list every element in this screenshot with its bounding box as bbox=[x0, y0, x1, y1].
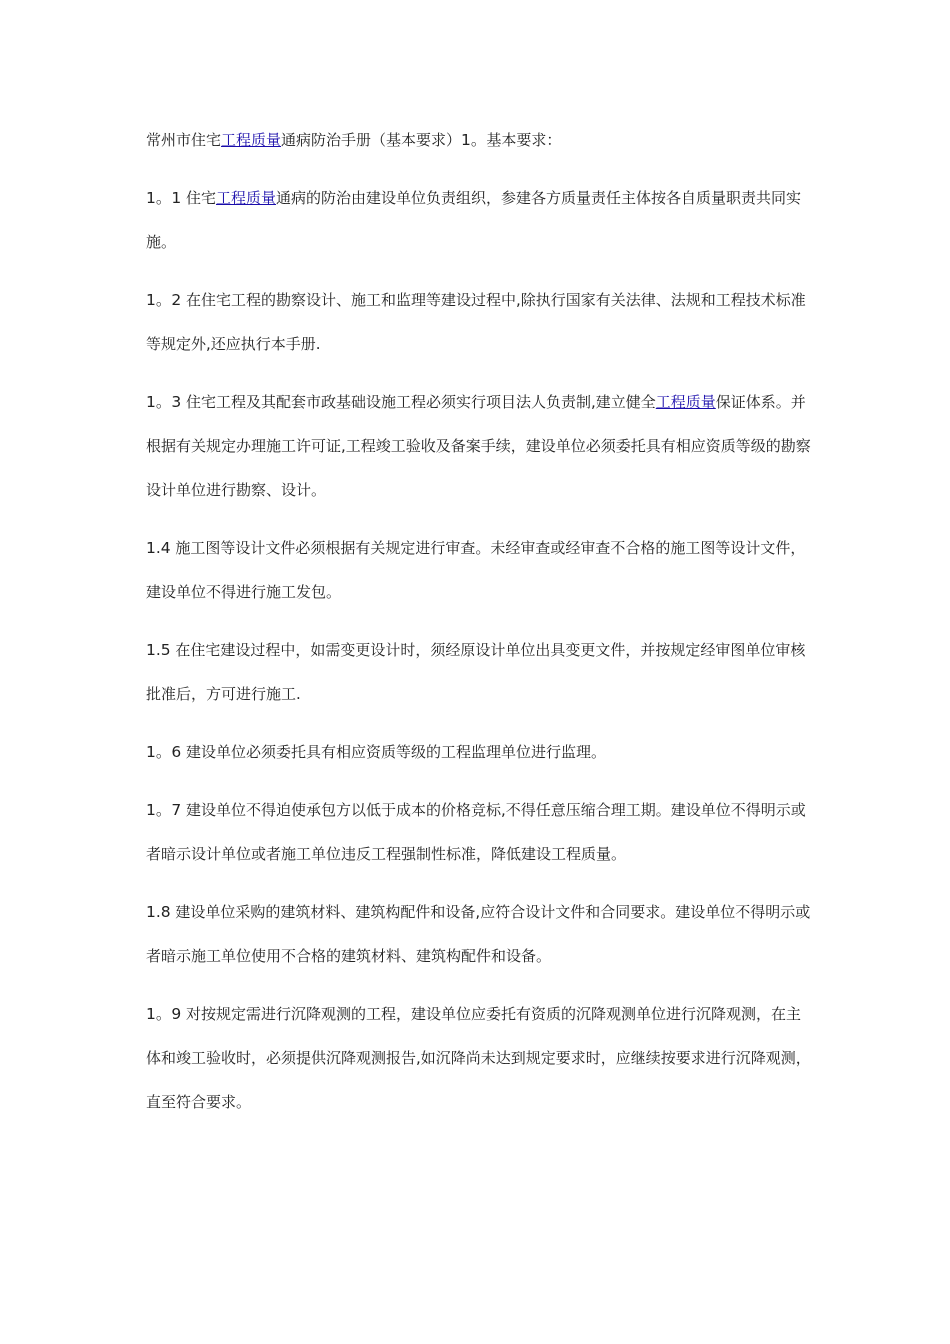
section-number: 1。3 bbox=[146, 393, 182, 411]
section-number: 1.4 bbox=[146, 539, 171, 557]
paragraph-1-5 bbox=[146, 628, 812, 716]
section-number: 1。 bbox=[461, 131, 487, 149]
text-run: 在住宅工程的勘察设计、施工和监理等建设过程中,除执行国家有关法律、法规和工程技术标准等规定外,还应执行本手册. bbox=[146, 291, 806, 353]
section-number: 1。1 bbox=[146, 189, 182, 207]
text-run: 建设单位不得迫使承包方以低于成本的价格竞标,不得任意压缩合理工期。建设单位不得明示或者暗示设计单位或者施工单位违反工程强制性标准，降低建设工程质量。 bbox=[146, 801, 806, 863]
text-run: 对按规定需进行沉降观测的工程，建设单位应委托有资质的沉降观测单位进行沉降观测，在主体和竣工验收时，必须提供沉降观测报告,如沉降尚未达到规定要求时，应继续按要求进行沉降观测，直至符合要求。 bbox=[146, 1005, 811, 1111]
paragraph-1-8 bbox=[146, 890, 812, 978]
section-number: 1。2 bbox=[146, 291, 182, 309]
link-engineering-quality[interactable]: 工程质量 bbox=[655, 393, 716, 411]
text-run: 建设单位必须委托具有相应资质等级的工程监理单位进行监理。 bbox=[181, 743, 607, 761]
text-run: 建设单位采购的建筑材料、建筑构配件和设备,应符合设计文件和合同要求。建设单位不得明示或者暗示施工单位使用不合格的建筑材料、建筑构配件和设备。 bbox=[146, 903, 811, 965]
paragraph-1-2 bbox=[146, 278, 812, 366]
text-run: 常州市住宅 bbox=[146, 131, 222, 149]
text-run: 保证体系。并根据有关规定办理施工许可证,工程竣工验收及备案手续，建设单位必须委托具有相应资质等级的勘察设计单位进行勘察、设计。 bbox=[146, 393, 811, 499]
text-run: 通病的防治由建设单位负责组织，参建各方质量责任主体按各自质量职责共同实施。 bbox=[146, 189, 802, 251]
paragraph-1-7 bbox=[146, 788, 812, 876]
text-run: 在住宅建设过程中，如需变更设计时，须经原设计单位出具变更文件，并按规定经审图单位审核批准后，方可进行施工. bbox=[146, 641, 806, 703]
paragraph-1-9 bbox=[146, 992, 812, 1124]
text-run: 通病防治手册（基本要求） bbox=[281, 131, 462, 149]
section-number: 1。9 bbox=[146, 1005, 182, 1023]
paragraph-intro bbox=[146, 118, 812, 162]
text-run: 施工图等设计文件必须根据有关规定进行审查。未经审查或经审查不合格的施工图等设计文件，建设单位不得进行施工发包。 bbox=[146, 539, 806, 601]
text-run: 住宅 bbox=[181, 189, 217, 207]
paragraph-1-4 bbox=[146, 526, 812, 614]
section-number: 1.5 bbox=[146, 641, 171, 659]
section-number: 1。7 bbox=[146, 801, 182, 819]
paragraph-1-1 bbox=[146, 176, 812, 264]
text-run: 基本要求： bbox=[486, 131, 562, 149]
paragraph-1-6 bbox=[146, 730, 812, 774]
section-number: 1。6 bbox=[146, 743, 182, 761]
document-page bbox=[146, 118, 812, 1138]
link-engineering-quality[interactable]: 工程质量 bbox=[221, 131, 282, 149]
paragraph-1-3 bbox=[146, 380, 812, 512]
text-run: 住宅工程及其配套市政基础设施工程必须实行项目法人负责制,建立健全 bbox=[181, 393, 656, 411]
link-engineering-quality[interactable]: 工程质量 bbox=[216, 189, 277, 207]
section-number: 1.8 bbox=[146, 903, 171, 921]
